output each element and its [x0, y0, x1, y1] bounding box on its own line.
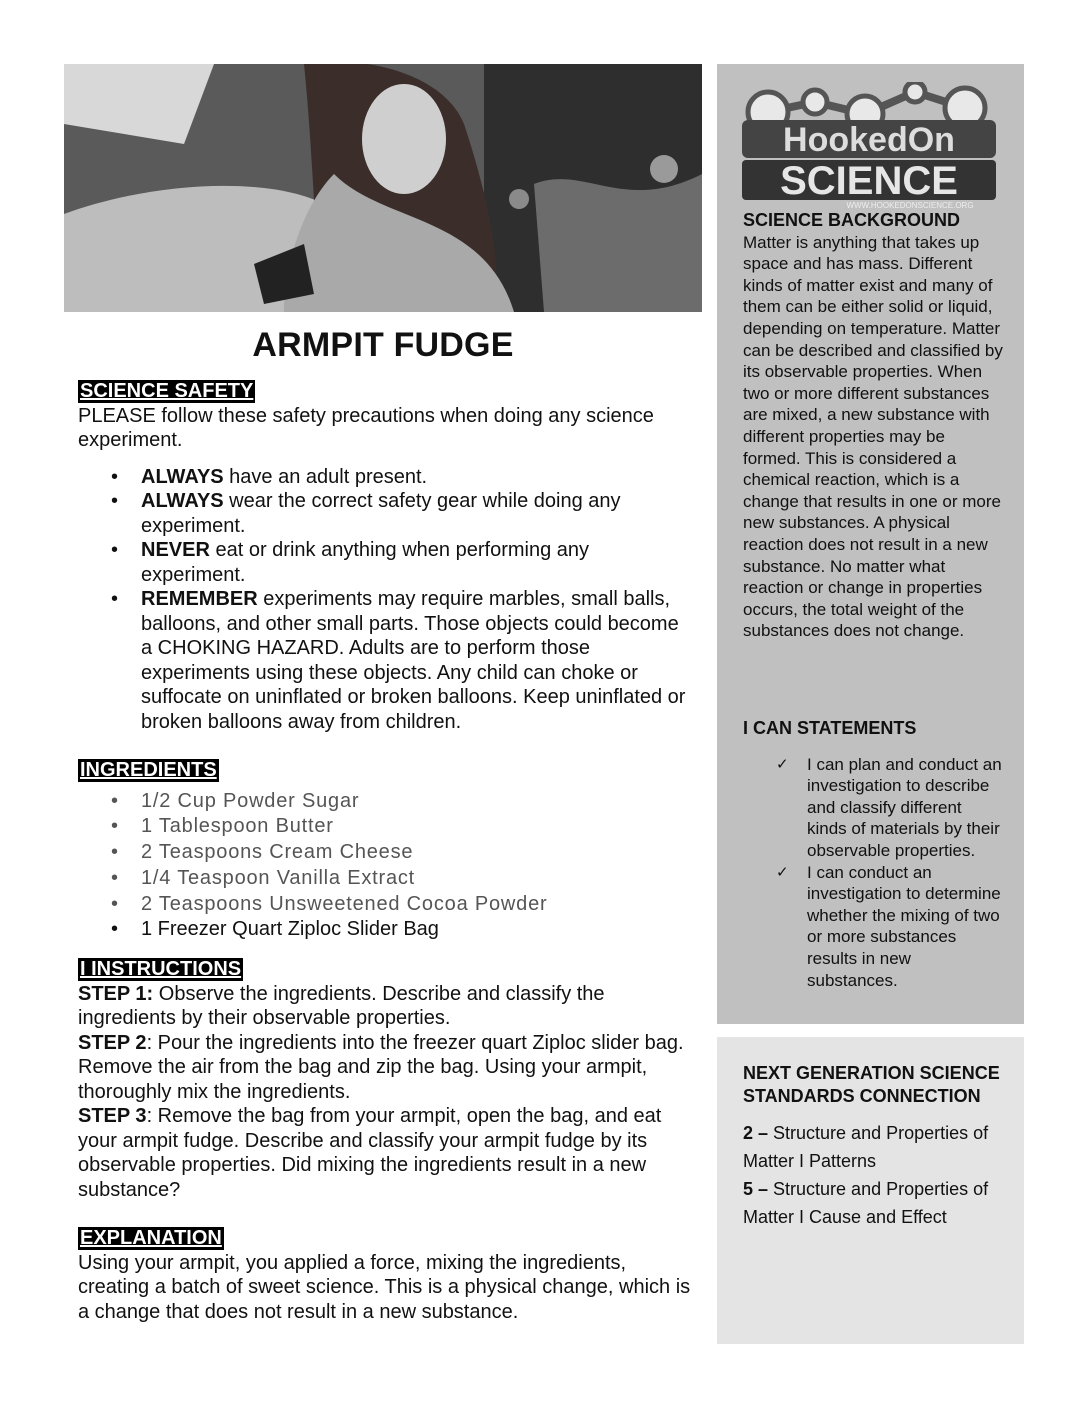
science-background	[743, 210, 1003, 642]
list-item: ✓ I can conduct an investigation to determine whether the mixing of two or more substances results in new substances.	[743, 862, 1003, 992]
safety-intro: PLEASE follow these safety precautions when doing any science experiment.	[78, 404, 654, 451]
can-statements-list	[743, 754, 1003, 992]
girl-with-bag-in-armpit-photo	[64, 64, 702, 312]
instruction-step-2: STEP 2: Pour the ingredients into the freezer quart Ziploc slider bag. Remove the air from the bag and zip the bag. Using your armpit, thoroughly mix the ingredients.	[78, 1031, 684, 1103]
safety-list	[78, 465, 693, 735]
can-statements	[743, 718, 1003, 991]
list-item: • 2 Teaspoons Unsweetened Cocoa Powder	[78, 892, 693, 918]
safety-heading: SCIENCE SAFETY	[80, 380, 254, 402]
ingredients-heading: INGREDIENTS	[80, 759, 217, 781]
list-item: ✓ I can plan and conduct an investigation to describe and classify different kinds of materials by their observable properties.	[743, 754, 1003, 862]
svg-text:WWW.HOOKEDONSCIENCE.ORG: WWW.HOOKEDONSCIENCE.ORG	[846, 201, 974, 210]
list-item: • 1/2 Cup Powder Sugar	[78, 789, 693, 815]
list-item: • 1 Tablespoon Butter	[78, 814, 693, 840]
ngss-item-2: 2 – Structure and Properties of Matter I Patterns	[743, 1123, 989, 1171]
list-item: • NEVER eat or drink anything when performing any experiment.	[78, 538, 693, 587]
main-content	[78, 379, 693, 1324]
instructions-heading: I INSTRUCTIONS	[80, 958, 242, 981]
instruction-step-1: STEP 1: Observe the ingredients. Describe and classify the ingredients by their observable properties.	[78, 982, 605, 1030]
list-item: • REMEMBER experiments may require marbles, small balls, balloons, and other small parts. Those objects could become a CHOKING HAZARD. Adults are to perform those experiments using these objects. Any child can choke or suffocate on uninflated or broken balloons. Keep uninflated or broken balloons away from children.	[78, 587, 693, 734]
list-item: • 1 Freezer Quart Ziploc Slider Bag	[78, 917, 693, 943]
ngss-item-5: 5 – Structure and Properties of Matter I Cause and Effect	[743, 1179, 989, 1227]
can-statements-heading: I CAN STATEMENTS	[743, 718, 917, 738]
ngss-connection	[743, 1062, 1003, 1231]
list-item: • ALWAYS wear the correct safety gear while doing any experiment.	[78, 489, 693, 538]
instruction-step-3: STEP 3: Remove the bag from your armpit, open the bag, and eat your armpit fudge. Describe and classify your armpit fudge by its observable properties. Did mixing the ingredients result in a new substance?	[78, 1105, 662, 1201]
page-title: ARMPIT FUDGE	[252, 326, 514, 364]
hooked-on-science-logo	[740, 82, 998, 210]
ngss-heading: NEXT GENERATION SCIENCE STANDARDS CONNECTION	[743, 1063, 1000, 1106]
svg-text:SCIENCE: SCIENCE	[780, 159, 958, 203]
background-heading: SCIENCE BACKGROUND	[743, 210, 961, 230]
explanation-text: Using your armpit, you applied a force, mixing the ingredients, creating a batch of sweet science. This is a physical change, which is a change that does not result in a new substance.	[78, 1251, 691, 1323]
background-text: Matter is anything that takes up space and has mass. Different kinds of matter exist and many of them can be either solid or liquid, depending on temperature. Matter can be described and classified by its observable properties. When two or more different substances are mixed, a new substance with different properties may be formed. This is considered a chemical reaction, which is a change that results in one or more new substances. A physical reaction does not result in a new substance. No matter what reaction or change in properties occurs, the total weight of the substances does not change.	[743, 232, 1003, 641]
list-item: • 1/4 Teaspoon Vanilla Extract	[78, 866, 693, 892]
list-item: • 2 Teaspoons Cream Cheese	[78, 840, 693, 866]
ingredients-list	[78, 789, 693, 944]
hero-photo	[64, 64, 702, 312]
list-item: • ALWAYS have an adult present.	[78, 465, 693, 490]
explanation-heading: EXPLANATION	[80, 1227, 222, 1250]
svg-text:HookedOn: HookedOn	[783, 121, 955, 159]
